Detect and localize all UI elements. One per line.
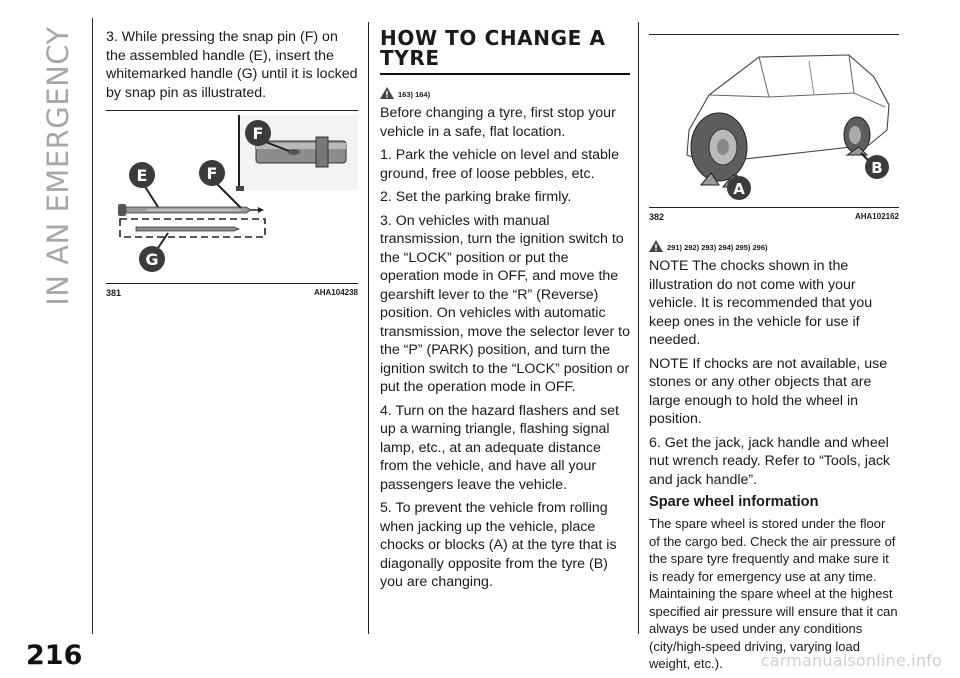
svg-text:G: G <box>145 250 159 269</box>
warning-reference-2 <box>649 234 899 252</box>
figure-382-caption <box>649 207 899 222</box>
column-right <box>649 28 899 673</box>
warning-triangle-icon <box>380 87 394 99</box>
jack-handle-illustration <box>106 111 358 281</box>
callout-b <box>861 153 889 179</box>
figure-number-382: 382 <box>649 212 665 222</box>
svg-text:F: F <box>206 164 218 183</box>
svg-text:E: E <box>136 166 148 185</box>
margin-divider <box>92 18 93 634</box>
watermark: carmanualsonline.info <box>760 651 942 670</box>
figure-381-caption <box>106 283 358 298</box>
step-3b-text: 3. On vehicles with manual transmission, turn the ignition switch to the “LOCK” position or put the operation mode in OFF, and move the gearshift lever to the “R” (Reverse) position. On vehicles with automatic transmission, move the selector lever to the “P” (PARK) position, and turn the ignition switch to the “LOCK” position or put the operation mode in OFF. <box>380 212 630 395</box>
warning-refs-2: 291) 292) 293) 294) 295) 296) <box>667 243 768 252</box>
column-middle <box>380 28 630 597</box>
section-heading: HOW TO CHANGE A TYRE <box>380 28 630 75</box>
figure-381 <box>106 110 358 283</box>
step-6-text: 6. Get the jack, jack handle and wheel nut wrench ready. Refer to “Tools, jack and jack handle”. <box>649 434 891 488</box>
column-left <box>106 28 358 298</box>
spare-wheel-text: The spare wheel is stored under the floor of the cargo bed. Check the air pressure of the spare tyre frequently and make sure it is ready for emergency use at any time. Maintaining the spare wheel at the highest specified air pressure will ensure that it can always be used under any conditions (city/high-speed driving, varying load weight, etc.). <box>649 516 898 671</box>
step-3-text: 3. While pressing the snap pin (F) on the assembled handle (E), insert the whitemarked handle (G) until it is locked by snap pin as illustrated. <box>106 29 358 101</box>
step-2-text: 2. Set the parking brake firmly. <box>380 189 572 205</box>
note-chocks: NOTE The chocks shown in the illustration do not come with your vehicle. It is recommended that you keep ones in the vehicle for use if needed. <box>649 258 873 348</box>
figure-code: AHA104238 <box>313 288 358 297</box>
figure-code-382: AHA102162 <box>854 212 899 221</box>
step-4-text: 4. Turn on the hazard flashers and set up a warning triangle, flashing signal lamp, etc., at an adequate distance from the vehicle, and have all your passengers leave the vehicle. <box>380 402 619 493</box>
section-side-label <box>34 26 82 306</box>
column-divider-left <box>368 22 369 634</box>
figure-number: 381 <box>106 288 122 298</box>
warning-refs: 163) 164) <box>398 90 431 99</box>
page-number: 216 <box>26 640 83 671</box>
note-alternatives: NOTE If chocks are not available, use stones or any other objects that are large enough to hold the wheel in position. <box>649 355 888 427</box>
svg-text:F: F <box>252 124 264 143</box>
svg-text:B: B <box>871 159 883 177</box>
step-1-text: 1. Park the vehicle on level and stable ground, free of loose pebbles, etc. <box>380 147 619 182</box>
spare-wheel-heading: Spare wheel information <box>649 494 819 510</box>
intro-text: Before changing a tyre, first stop your vehicle in a safe, flat location. <box>380 105 616 140</box>
callout-f-bottom <box>199 160 241 208</box>
figure-382 <box>649 34 899 207</box>
warning-reference <box>380 81 630 99</box>
warning-triangle-icon <box>649 240 663 252</box>
step-5-text: 5. To prevent the vehicle from rolling when jacking up the vehicle, place chocks or blocks (A) at the tyre that is diagonally opposite from the tyre (B) you are changing. <box>380 500 617 590</box>
vehicle-chock-illustration <box>649 35 899 207</box>
section-title: IN AN EMERGENCY <box>41 26 75 306</box>
callout-g <box>139 233 168 272</box>
callout-e <box>129 162 158 207</box>
svg-text:A: A <box>733 180 745 198</box>
column-divider-right <box>638 22 639 634</box>
